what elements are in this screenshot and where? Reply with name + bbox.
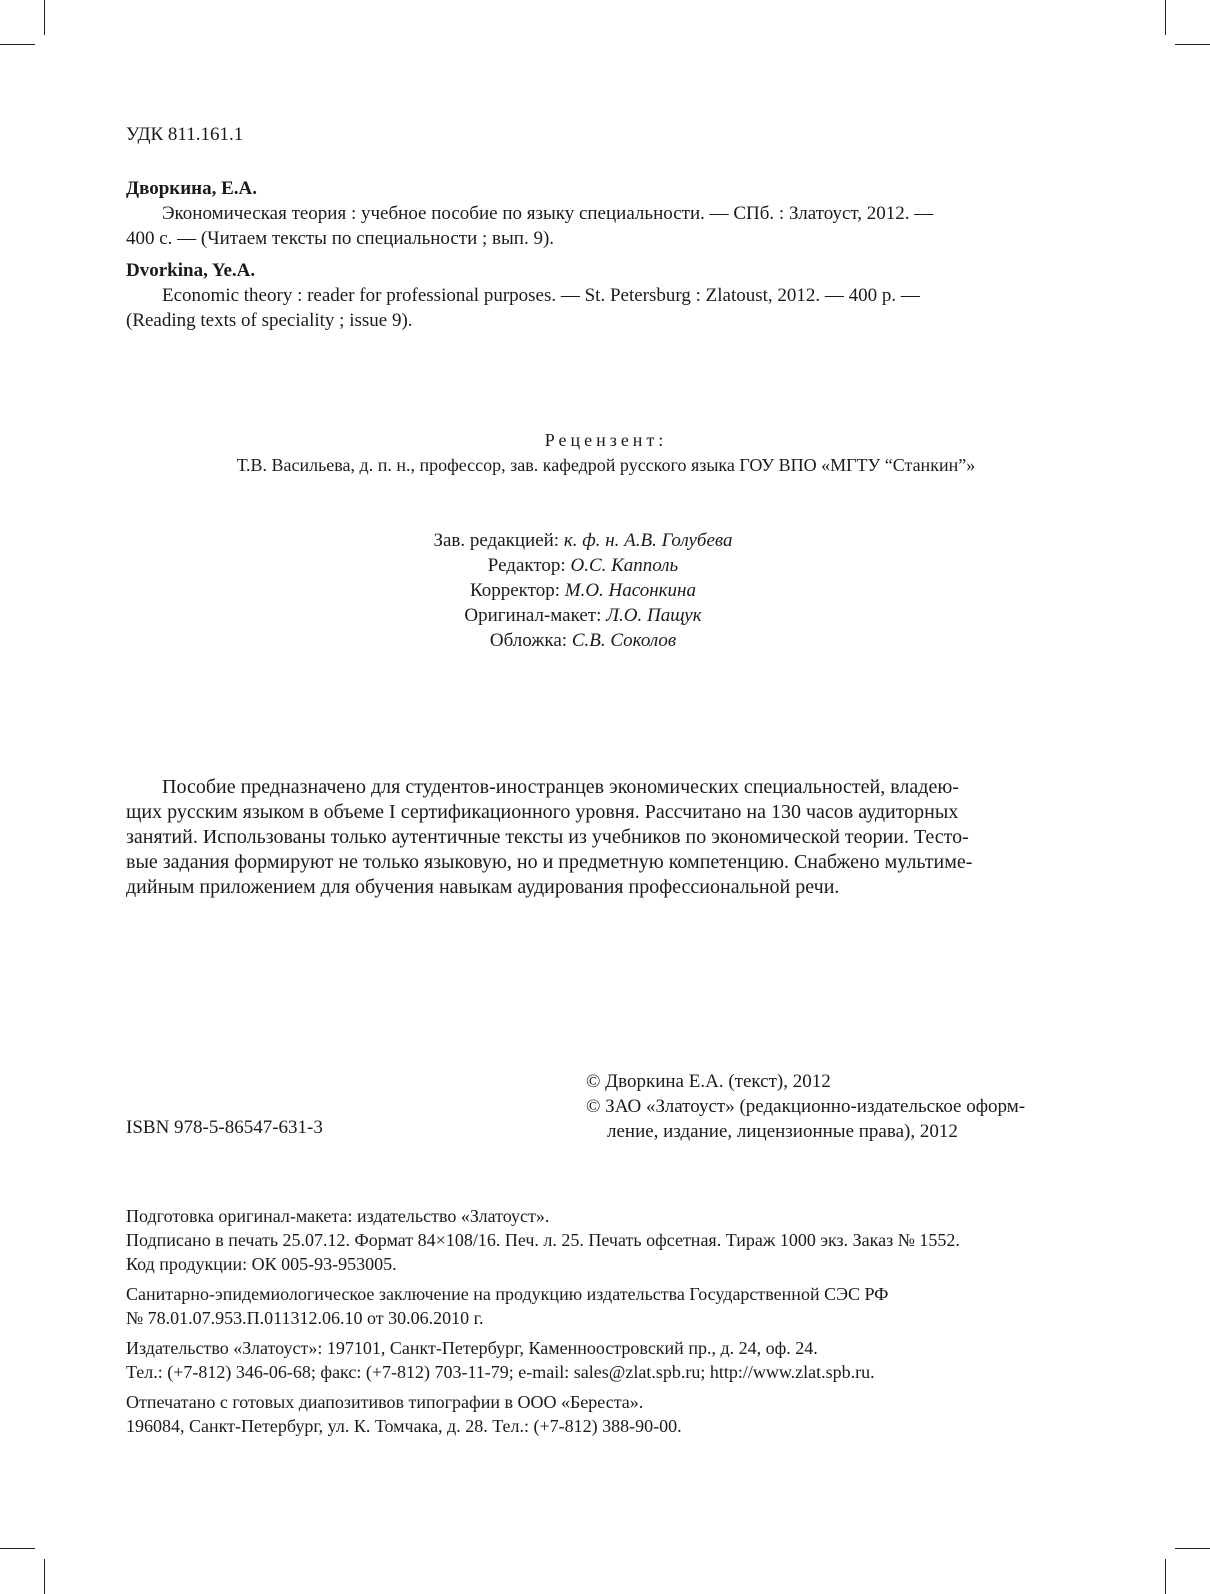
staff-line: Оригинал-макет: Л.О. Пащук — [464, 605, 702, 626]
author-ru: Дворкина, Е.А. — [126, 178, 258, 199]
copyright-block — [586, 1069, 1066, 1144]
reviewer-label: Рецензент: — [544, 430, 668, 450]
crop-mark — [1165, 1559, 1166, 1594]
imprint-line: Издательство «Златоуст»: 197101, Санкт-Петербург, Каменноостровский пр., д. 24, оф. 24. — [126, 1338, 818, 1358]
staff-line: Корректор: М.О. Насонкина — [470, 580, 696, 601]
crop-mark — [0, 44, 35, 45]
imprint-line: Подготовка оригинал-макета: издательство «Златоуст». — [126, 1206, 550, 1226]
annotation-line: щих русским языком в объеме I сертификационного уровня. Рассчитано на 130 часов аудиторных — [126, 801, 959, 823]
imprint-line: № 78.01.07.953.П.011312.06.10 от 30.06.2010 г. — [126, 1308, 484, 1328]
udc-code: УДК 811.161.1 — [126, 124, 244, 145]
staff-line: Обложка: С.В. Соколов — [489, 630, 677, 651]
imprint-line: Подписано в печать 25.07.12. Формат 84×108/16. Печ. л. 25. Печать офсетная. Тираж 1000 экз. Заказ № 1552. — [126, 1230, 960, 1250]
annotation-line: вые задания формируют не только языковую, но и предметную компетенцию. Снабжено мультиме- — [126, 851, 973, 873]
crop-mark — [44, 1559, 45, 1594]
copyright-line: ление, издание, лицензионные права), 2012 — [607, 1121, 958, 1142]
imprint-line: Тел.: (+7-812) 346-06-68; факс: (+7-812) 703-11-79; e-mail: sales@zlat.spb.ru; http://www.zlat.spb.ru. — [126, 1362, 875, 1382]
staff-line: Редактор: О.С. Капполь — [487, 555, 679, 576]
annotation-line: дийным приложением для обучения навыкам аудирования профессиональной речи. — [126, 876, 840, 898]
copyright-line: © Дворкина Е.А. (текст), 2012 — [586, 1071, 831, 1092]
record-en-line1: Economic theory : reader for professional purposes. — St. Petersburg : Zlatoust, 2012. — 400 p. — — [162, 285, 920, 306]
bibliographic-record-en — [126, 258, 1060, 333]
crop-mark — [1165, 0, 1166, 35]
record-en-line2: (Reading texts of speciality ; issue 9). — [126, 310, 413, 331]
imprint — [126, 1204, 1086, 1438]
imprint-line: Код продукции: ОК 005-93-953005. — [126, 1254, 397, 1274]
record-ru-line2: 400 с. — (Читаем тексты по специальности ; вып. 9). — [126, 228, 555, 249]
crop-mark — [0, 1548, 35, 1549]
record-ru-line1: Экономическая теория : учебное пособие по языку специальности. — СПб. : Златоуст, 2012. — — [162, 203, 934, 224]
imprint-line: 196084, Санкт-Петербург, ул. К. Томчака, д. 28. Тел.: (+7-812) 388-90-00. — [126, 1416, 682, 1436]
crop-mark — [1175, 1548, 1210, 1549]
imprint-line: Санитарно-эпидемиологическое заключение на продукцию издательства Государственной СЭС РФ — [126, 1284, 889, 1304]
editorial-staff — [283, 528, 883, 653]
imprint-line: Отпечатано с готовых диапозитивов типографии в ООО «Береста». — [126, 1392, 644, 1412]
crop-mark — [1175, 44, 1210, 45]
copyright-line: © ЗАО «Златоуст» (редакционно-издательское оформ- — [586, 1096, 1026, 1117]
annotation-line: занятий. Использованы только аутентичные тексты из учебников по экономической теории. Тесто- — [126, 826, 969, 848]
author-en: Dvorkina, Ye.A. — [126, 260, 256, 281]
bibliographic-record-ru — [126, 176, 1060, 251]
annotation — [126, 775, 1060, 900]
staff-line: Зав. редакцией: к. ф. н. А.В. Голубева — [433, 530, 733, 551]
isbn: ISBN 978-5-86547-631-3 — [126, 1117, 323, 1138]
annotation-line: Пособие предназначено для студентов-иностранцев экономических специальностей, владею- — [162, 776, 959, 798]
reviewer-block — [126, 428, 1086, 478]
reviewer-text: Т.В. Васильева, д. п. н., профессор, зав. кафедрой русского языка ГОУ ВПО «МГТУ “Станкин”» — [236, 455, 976, 475]
crop-mark — [44, 0, 45, 35]
